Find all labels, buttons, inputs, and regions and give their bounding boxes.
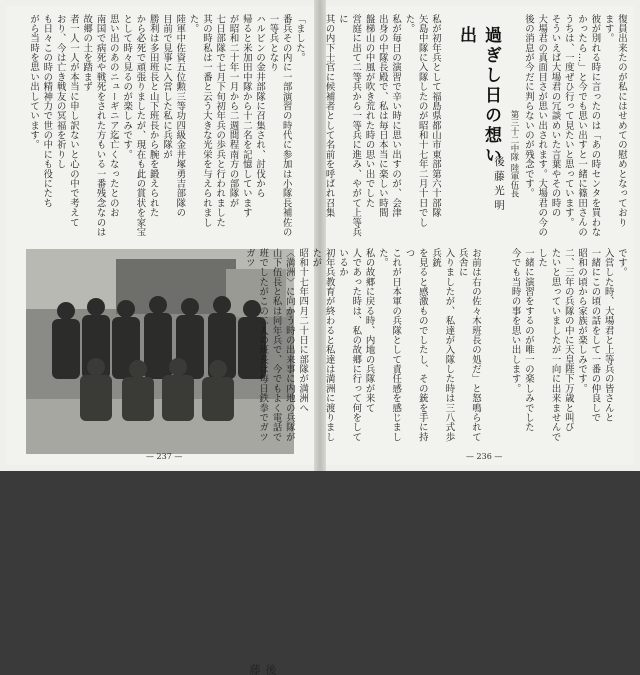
- photo-signature: 後藤: [248, 664, 277, 675]
- right-page: [243, 6, 634, 465]
- right-page-lower-text: お前は右の佐々木班長の処だ」と怒鳴られて兵舎に 入りましたが、私達が入隊した時は三八式歩兵銃 を見ると感激ものでしたし、その銃を手に持つ これが日本軍の兵隊として責任感を感じました。 私の故郷に戻る時、内地の兵隊が来て 人であった時は、私の故郷に行って何をしているか 初年兵教育が終わると私達は満洲に渡りましたが 昭和十七年四月二十日に部隊が満洲へ 〈満洲〉に向かう時の出来事に内地の兵隊が 山下伍長と私は同年兵で、今でもよく電話で 班でしたがこの二人の班長は毎日鉄拳でガツガツ: [243, 248, 481, 442]
- author-byline: 第三十二中隊 陸軍伍長: [509, 110, 519, 198]
- right-page-far-right-text: 復員出来たのが私にはせめての慰めとなっており ます。 彼が別れる時に言ったのは「あの時センタを買わな かったら…」と今でも思い出すと一緒に篠田さんの うちは、一度ぜひ行って見たいと思っています。 そういえば大場君の冗談めいた言葉やその時の 大場君の真面目さが思い出されます。大場君の今の 後の消息が今だに判らないのが残念です。: [522, 14, 627, 237]
- photo-illustration: [26, 249, 294, 454]
- right-page-intro-text: 私が初年兵として福島県都山市東部第六十部隊 矢島中隊に入隊したのが昭和十七年二月十日でした。 私が毎日の演習で辛い時に思い出すのが、会津 出身の中隊長殿で、私は毎日本当に楽しい時間 盤梯山の中風が吹き荒れた時の思い出でした 営庭に出て二等兵から一等兵に進み、やがて上等兵に 其の内下士官に候補者として名前を呼ばれ召集: [323, 14, 441, 237]
- article-title: 過ぎし日の想い出: [456, 26, 501, 166]
- author-name: 後藤光明: [493, 156, 505, 214]
- left-page-number: — 237 —: [146, 452, 183, 461]
- right-page-lower-right-text: です。 入営した時、大場君と上等兵の皆さんと 一緒にこの頃の話をして一番の仲良しで 昭和の頃から家族が楽しみです。 二、三年の兵隊の中に天皇陛下万歳と叫び たいと思っていましたが一向に出来ませんでした 一緒に演習をするのが唯一の楽しみでした 今でも当時の事を思い出します。: [509, 248, 627, 442]
- right-page-number: — 236 —: [466, 452, 503, 461]
- left-page-text: 「ました。 番兵その内に一部演習の時代に参加は小隊長補佐の一等兵となり ハルビンの金井部隊に召集され、討伐から 帰ると米加田中隊から十二名を記憶しています が昭和二十年一月から二週間程南方の部隊が 七日部隊で七月下旬初年兵の歩兵と行われました 其の時私は一番と云う大きな光栄を与えられました。 陸軍中佐資五位勲三等功四級金井塚勇吉部隊の 目前で見事に入営した私に兵隊が 勝利は多田班長と山下班長から腕を鍛えられた から必死で頑張りましたが、現在も此の賞状を家宝 として時々見るのが楽しみです。 思い出のあのニューギニア迄亡くなったとのお 南国で病死や戦死をされた方もいる一番残念なのは故郷の土を踏まず 者一人一人が本当に申し訳ないと心の中で考えて おり、今は亡き戦友の冥福を祈りし も日々この時の精神力で世の中にも役にたち がら当時を思い出しています。: [28, 14, 305, 237]
